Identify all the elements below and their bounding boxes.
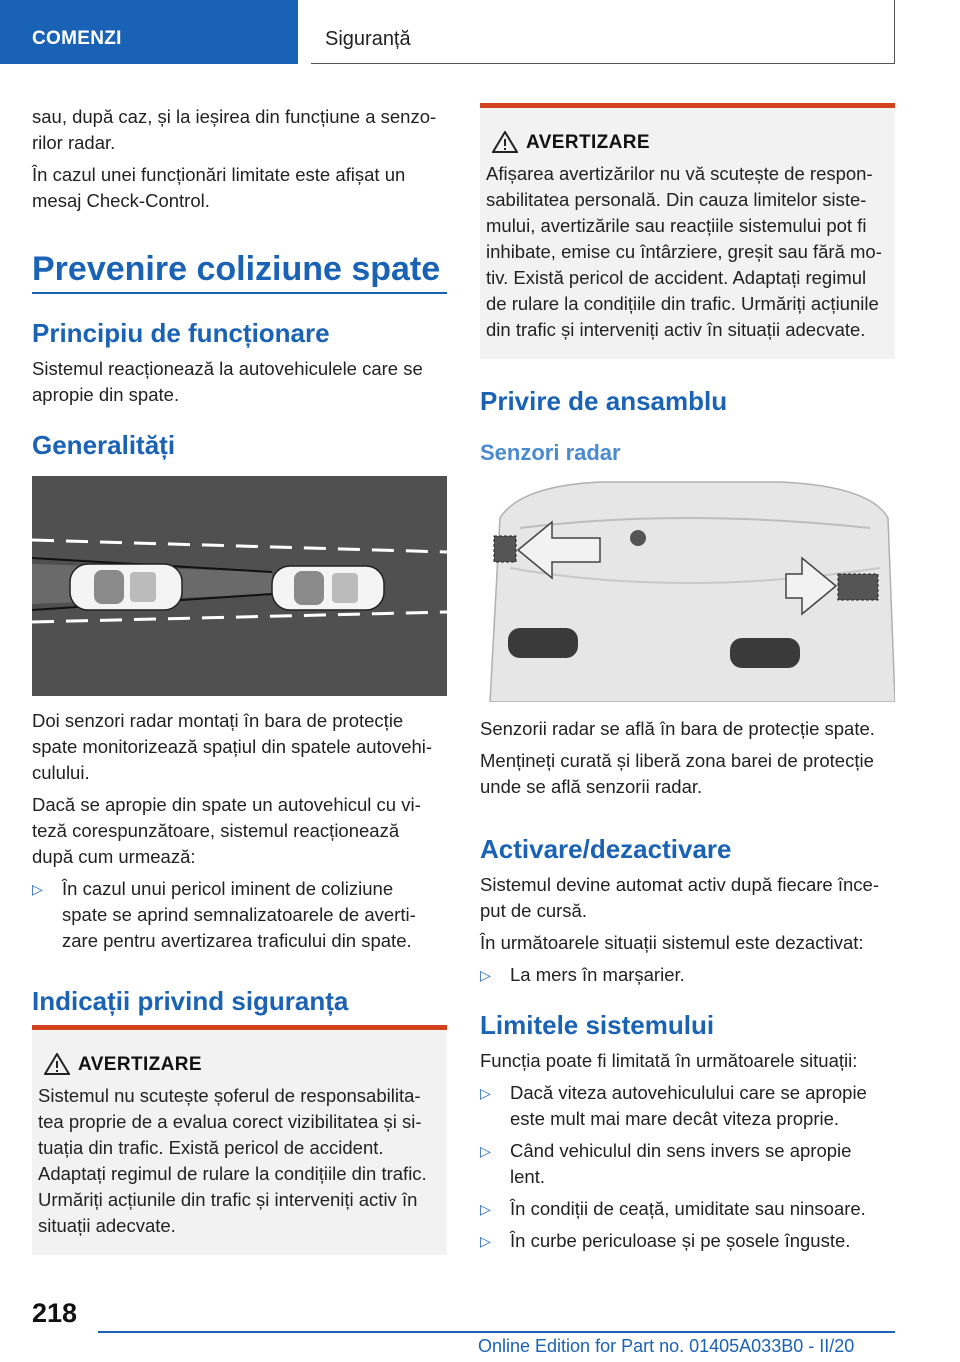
list-item [480, 1196, 895, 1222]
principle-line-2: apropie din spate. [32, 384, 180, 405]
main-title: Prevenire coliziune spate [32, 250, 441, 288]
sensors-line-3: culului. [32, 762, 90, 783]
bullet-line-2: este mult mai mare decât viteza proprie. [510, 1108, 840, 1129]
rear-bumper-sensors-illustration [480, 478, 895, 702]
section-tab [0, 0, 298, 64]
warning-line-1: Sistemul nu scutește șoferul de responsabilita‐ [38, 1085, 421, 1106]
principle-line-1: Sistemul reacționează la autovehiculele care se [32, 358, 423, 379]
own-car-icon [272, 566, 384, 610]
bullet-line-3: zare pentru avertizarea traficului din spate. [62, 930, 412, 951]
warning-triangle-icon [44, 1053, 70, 1075]
warning-bar [32, 1025, 447, 1030]
bullet-text: În curbe periculoase și pe șosele înguste. [510, 1230, 851, 1251]
warning-line-5: Urmăriți acțiunile din trafic și interveniți activ în [38, 1189, 418, 1210]
warning-line-2: tea proprie de a evalua corect vizibilitatea și si‐ [38, 1111, 422, 1132]
radar-paragraph-2-line-2: unde se află senzorii radar. [480, 776, 703, 797]
warning-box-1 [32, 1025, 447, 1255]
activation-heading: Activare/dezactivare [480, 834, 732, 864]
rear-collision-illustration [32, 476, 447, 696]
bullet-line-1: Când vehiculul din sens invers se apropie [510, 1140, 852, 1161]
safety-heading: Indicații privind siguranța [32, 986, 349, 1016]
bullet-line-2: spate se aprind semnalizatoarele de averti‐ [62, 904, 416, 925]
page-number: 218 [32, 1298, 78, 1328]
section-tab-label: COMENZI [32, 28, 122, 49]
warning-line-6: de rulare la condițiile din trafic. Urmăriți acțiunile [486, 293, 879, 314]
bullet-triangle-icon: ▷ [480, 967, 491, 983]
bullet-line-1: În cazul unui pericol iminent de coliziune [62, 878, 394, 899]
general-heading: Generalități [32, 430, 176, 460]
approaching-car-icon [70, 564, 182, 610]
bullet-text: În condiții de ceață, umiditate sau ninsoare. [510, 1198, 866, 1219]
edition-note: Online Edition for Part no. 01405A033B0 - II/20 [478, 1336, 855, 1356]
activation-line-2: put de cursă. [480, 900, 587, 921]
bullet-triangle-icon: ▷ [480, 1233, 491, 1249]
warning-box-2 [480, 103, 895, 359]
footer-rule [98, 1331, 895, 1333]
chapter-tab [311, 0, 895, 64]
list-item [480, 1138, 895, 1190]
intro-paragraph-1-line-1: sau, după caz, și la ieșirea din funcțiune a senzo‐ [32, 106, 437, 127]
overview-heading: Privire de ansamblu [480, 386, 728, 416]
list-item [480, 1080, 895, 1132]
radar-paragraph-1: Senzorii radar se află în bara de protecție spate. [480, 718, 875, 739]
sensors-line-1: Doi senzori radar montați în bara de protecție [32, 710, 404, 731]
list-item [32, 876, 447, 956]
intro-paragraph-2-line-2: mesaj Check-Control. [32, 190, 210, 211]
list-item [480, 1228, 895, 1254]
principle-heading: Principiu de funcționare [32, 318, 330, 348]
deactivation-line: În următoarele situații sistemul este dezactivat: [480, 932, 864, 953]
bullet-triangle-icon: ▷ [32, 881, 43, 897]
approach-line-1: Dacă se apropie din spate un autovehicul cu vi‐ [32, 794, 421, 815]
bullet-text: La mers în marșarier. [510, 964, 685, 985]
warning-line-3: mului, avertizările sau reacțiile sistemului pot fi [486, 215, 867, 236]
warning-line-4: Adaptați regimul de rulare la condițiile din trafic. [38, 1163, 427, 1184]
bullet-triangle-icon: ▷ [480, 1085, 491, 1101]
warning-title: AVERTIZARE [78, 1054, 202, 1075]
sensors-line-2: spate monitorizează spațiul din spatele autovehi‐ [32, 736, 433, 757]
intro-paragraph-1-line-2: rilor radar. [32, 132, 116, 153]
warning-line-6: situații adecvate. [38, 1215, 176, 1236]
bullet-line-1: Dacă viteza autovehiculului care se apropie [510, 1082, 867, 1103]
warning-line-1: Afișarea avertizărilor nu vă scutește de respon‐ [486, 163, 873, 184]
warning-triangle-icon [492, 131, 518, 153]
brand-logo-icon [630, 530, 646, 546]
limits-heading: Limitele sistemului [480, 1010, 715, 1040]
radar-paragraph-2-line-1: Mențineți curată și liberă zona barei de protecție [480, 750, 874, 771]
chapter-tab-label: Siguranță [325, 28, 411, 50]
radar-subheading: Senzori radar [480, 440, 621, 465]
warning-line-5: tiv. Există pericol de accident. Adaptați regimul [486, 267, 867, 288]
warning-line-7: din trafic și interveniți activ în situații adecvate. [486, 319, 866, 340]
list-item [480, 962, 895, 988]
activation-line-1: Sistemul devine automat activ după fiecare înce‐ [480, 874, 879, 895]
intro-paragraph-2-line-1: În cazul unei funcționări limitate este afișat un [32, 164, 406, 185]
approach-line-2: teză corespunzătoare, sistemul reacționează [32, 820, 400, 841]
limits-intro: Funcția poate fi limitată în următoarele situații: [480, 1050, 858, 1071]
warning-title: AVERTIZARE [526, 132, 650, 153]
bullet-line-2: lent. [510, 1166, 545, 1187]
warning-line-3: tuația din trafic. Există pericol de accident. [38, 1137, 384, 1158]
bullet-triangle-icon: ▷ [480, 1143, 491, 1159]
warning-line-4: inhibate, emise cu întârziere, greșit sau fără mo‐ [486, 241, 882, 262]
approach-line-3: după cum urmează: [32, 846, 196, 867]
warning-bar [480, 103, 895, 108]
title-rule [32, 292, 447, 294]
bullet-triangle-icon: ▷ [480, 1201, 491, 1217]
warning-line-2: sabilitatea personală. Din cauza limitelor siste‐ [486, 189, 867, 210]
